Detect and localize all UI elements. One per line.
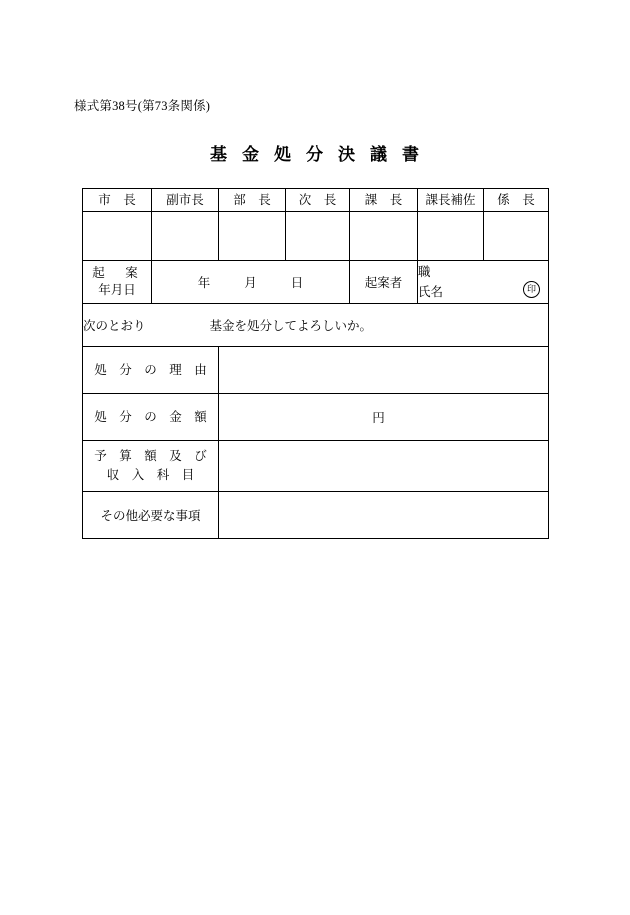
approval-seal-deputy-chief[interactable] bbox=[286, 212, 350, 261]
title-char-6: 議 bbox=[370, 145, 388, 164]
approval-header-deputy-mayor: 副市長 bbox=[152, 189, 219, 212]
title-char-2: 金 bbox=[242, 145, 260, 164]
budget-label bbox=[83, 441, 219, 492]
question-prefix: 次のとおり bbox=[83, 319, 146, 333]
form-number: 様式第38号(第73条関係) bbox=[74, 99, 211, 113]
budget-row bbox=[83, 441, 549, 492]
seal-icon: 印 bbox=[523, 281, 540, 298]
approval-seal-mayor[interactable] bbox=[83, 212, 152, 261]
budget-label-line1: 予 算 額 及 び bbox=[94, 449, 207, 464]
decision-form-table bbox=[82, 188, 549, 539]
amount-label: 処 分 の 金 額 bbox=[83, 394, 219, 441]
draft-date-label-line2: 年月日 bbox=[98, 283, 136, 297]
budget-value[interactable] bbox=[219, 441, 549, 492]
other-label: その他必要な事項 bbox=[83, 492, 219, 539]
budget-label-line2: 収 入 科 目 bbox=[106, 468, 195, 482]
draft-row bbox=[83, 261, 549, 304]
approval-header-assistant-section-chief: 課長補佐 bbox=[418, 189, 484, 212]
approval-seal-section-chief[interactable] bbox=[350, 212, 418, 261]
amount-row bbox=[83, 394, 549, 441]
approval-seal-row bbox=[83, 212, 549, 261]
approval-header-subsection-chief: 係 長 bbox=[484, 189, 549, 212]
approval-seal-subsection-chief[interactable] bbox=[484, 212, 549, 261]
approval-header-deputy-chief: 次 長 bbox=[286, 189, 350, 212]
amount-value[interactable] bbox=[219, 394, 549, 441]
draft-date-label-line1: 起 案 bbox=[92, 266, 142, 281]
title-char-3: 処 bbox=[274, 145, 292, 164]
draft-date-label bbox=[83, 261, 152, 304]
draft-date-field[interactable] bbox=[152, 261, 350, 304]
drafter-label: 起案者 bbox=[350, 261, 418, 304]
draft-date-month-label: 月 bbox=[244, 276, 257, 290]
title-char-4: 分 bbox=[306, 145, 324, 164]
title-char-1: 基 bbox=[210, 145, 228, 164]
approval-seal-department-chief[interactable] bbox=[219, 212, 286, 261]
approval-header-row bbox=[83, 189, 549, 212]
amount-unit: 円 bbox=[372, 411, 385, 425]
reason-label: 処 分 の 理 由 bbox=[83, 347, 219, 394]
other-row bbox=[83, 492, 549, 539]
title-char-5: 決 bbox=[338, 145, 356, 164]
question-text-cell bbox=[83, 304, 549, 347]
approval-header-section-chief: 課 長 bbox=[350, 189, 418, 212]
drafter-fields[interactable] bbox=[418, 261, 549, 304]
reason-row bbox=[83, 347, 549, 394]
drafter-name-label: 氏名 bbox=[418, 285, 444, 299]
drafter-position-label: 職 bbox=[418, 265, 431, 279]
draft-date-day-label: 日 bbox=[290, 276, 304, 290]
question-row bbox=[83, 304, 549, 347]
title-char-7: 書 bbox=[402, 145, 420, 164]
draft-date-year-label: 年 bbox=[197, 276, 211, 290]
approval-header-mayor: 市 長 bbox=[83, 189, 152, 212]
approval-seal-deputy-mayor[interactable] bbox=[152, 212, 219, 261]
page-title bbox=[0, 140, 630, 165]
other-value[interactable] bbox=[219, 492, 549, 539]
question-text: 基金を処分してよろしいか。 bbox=[209, 319, 373, 333]
approval-seal-assistant-section-chief[interactable] bbox=[418, 212, 484, 261]
reason-value[interactable] bbox=[219, 347, 549, 394]
approval-header-department-chief: 部 長 bbox=[219, 189, 286, 212]
